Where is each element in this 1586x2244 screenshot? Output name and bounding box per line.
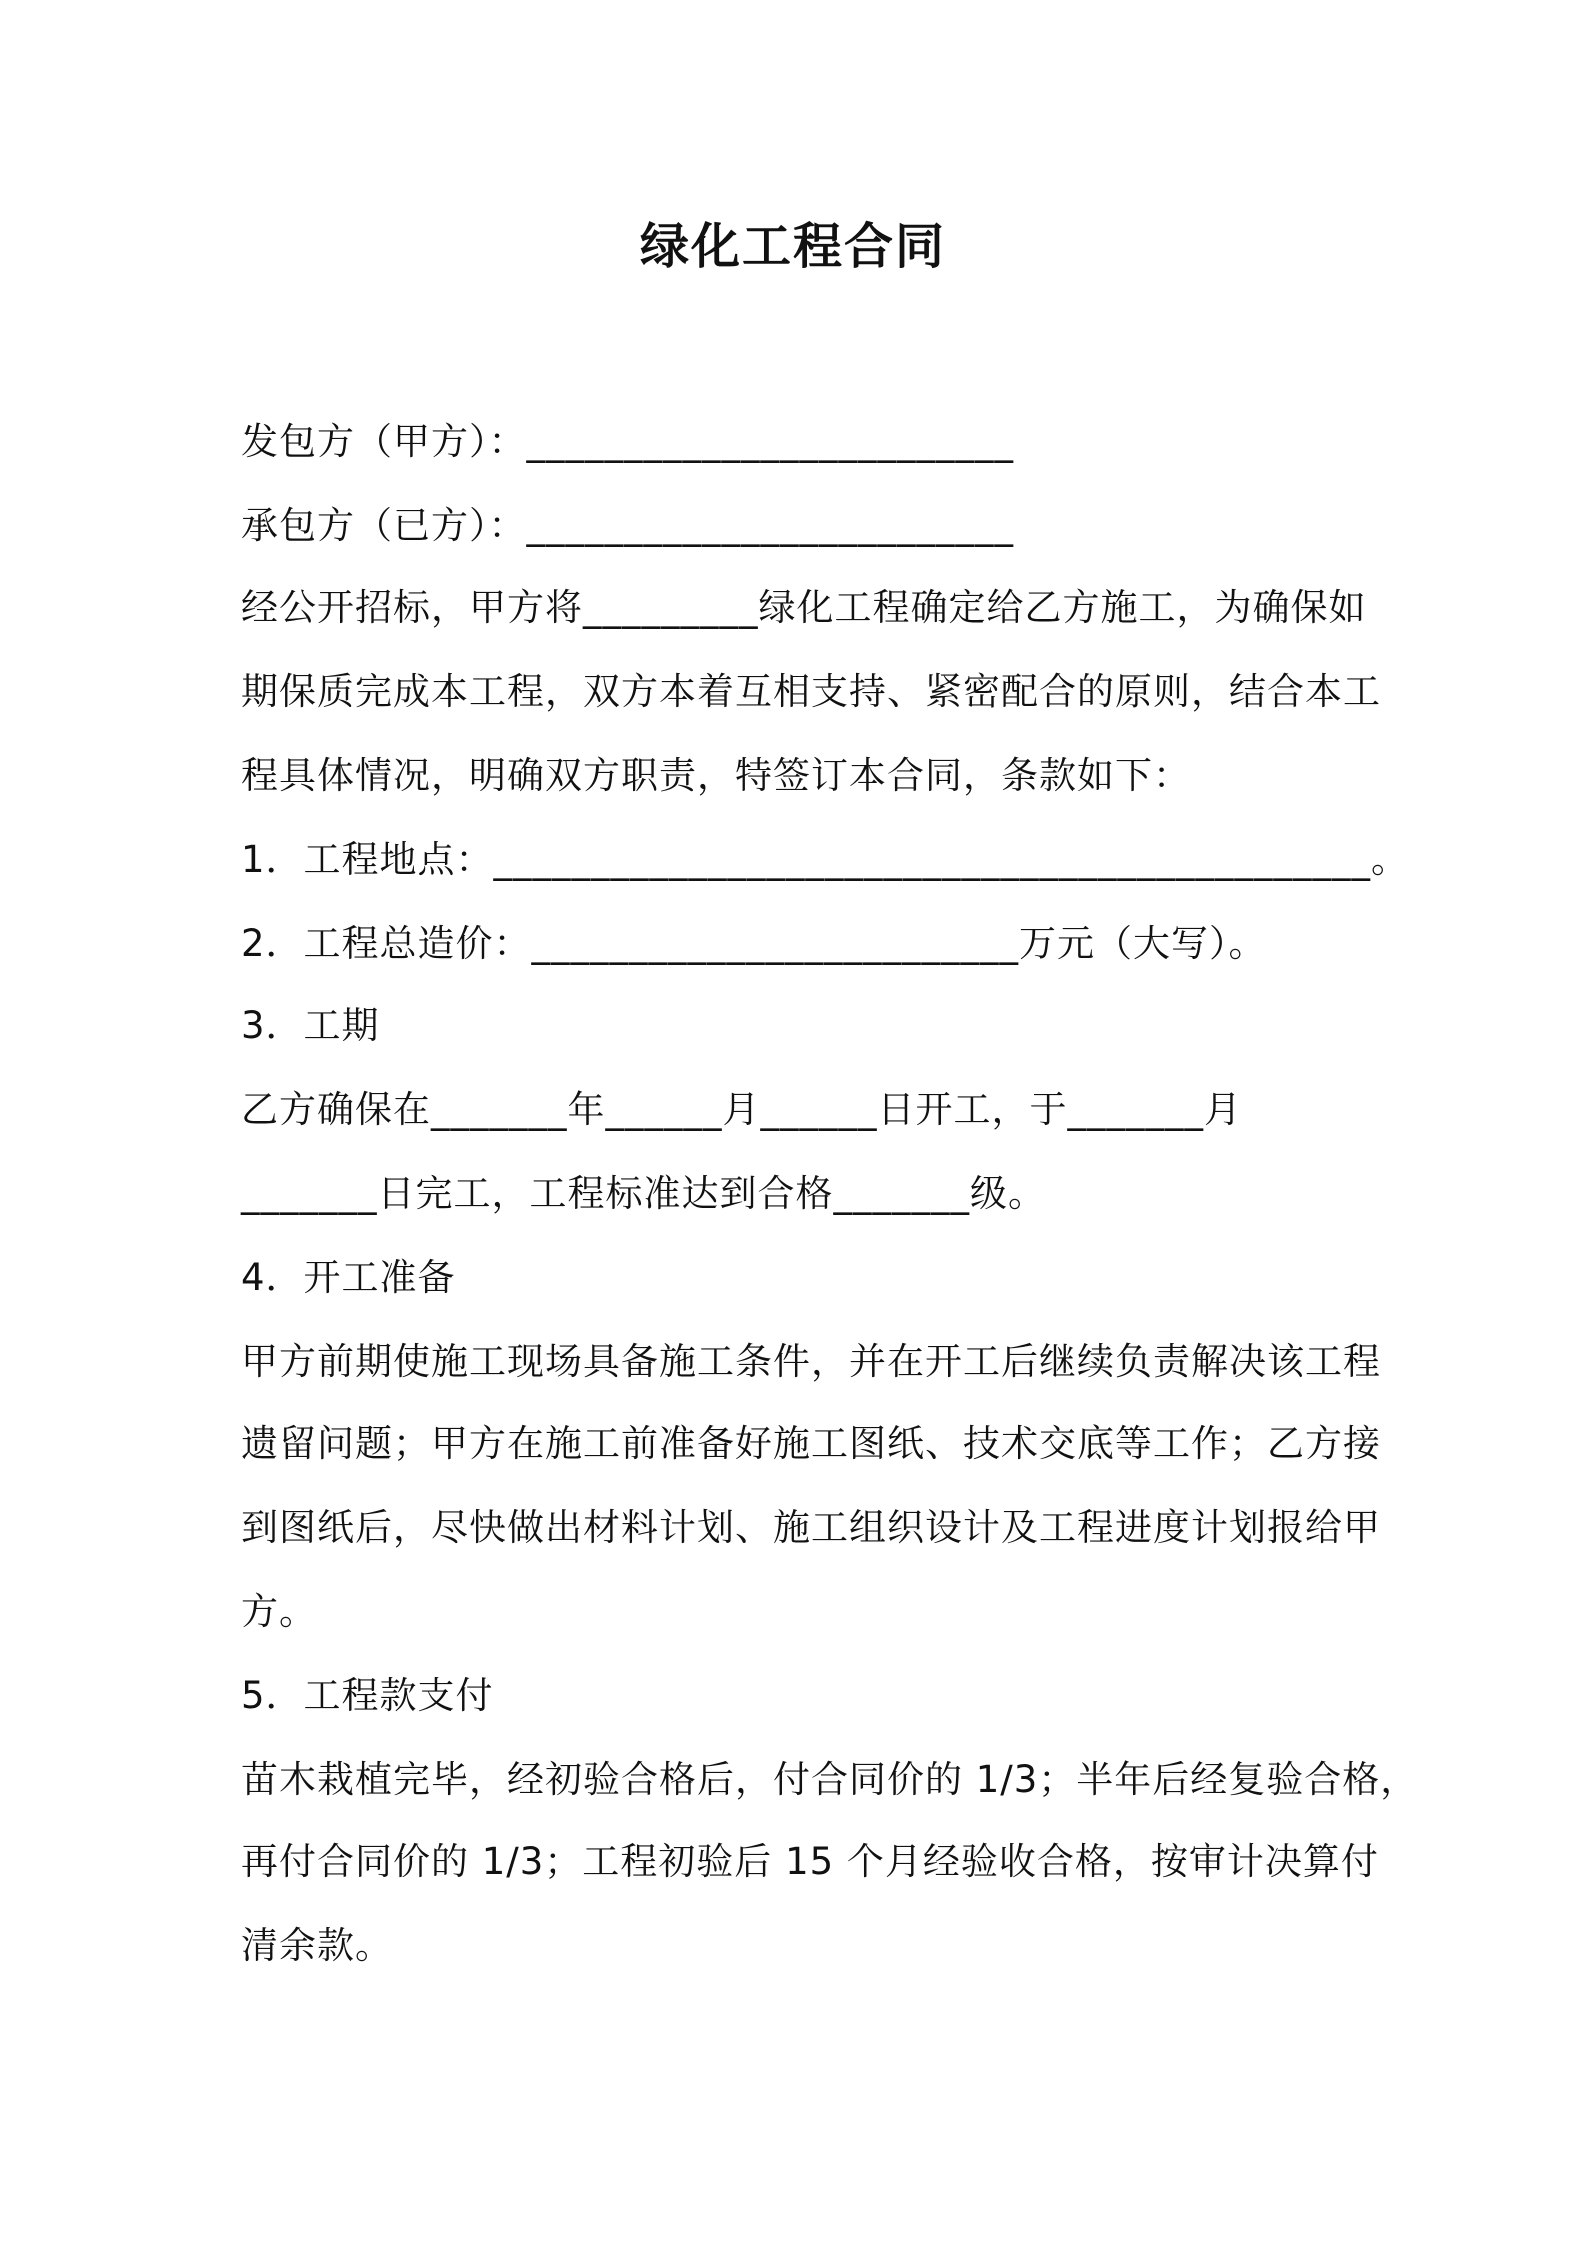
clause-total-cost: 2．工程总造价：_________________________万元（大写）。 <box>241 922 1267 965</box>
payment-text-line: 再付合同价的 1/3；工程初验后 15 个月经验收合格，按审计决算付 <box>241 1840 1379 1883</box>
schedule-text-line: 乙方确保在_______年______月______日开工，于_______月 <box>241 1088 1242 1131</box>
intro-paragraph-line: 期保质完成本工程，双方本着互相支持、紧密配合的原则，结合本工 <box>241 670 1381 713</box>
intro-paragraph-line: 程具体情况，明确双方职责，特签订本合同，条款如下： <box>241 754 1191 797</box>
clause-heading-payment: 5．工程款支付 <box>241 1674 494 1717</box>
preparation-text-line: 到图纸后，尽快做出材料计划、施工组织设计及工程进度计划报给甲 <box>241 1506 1381 1549</box>
schedule-text-line: _______日完工，工程标准达到合格_______级。 <box>241 1172 1046 1215</box>
clause-heading-preparation: 4．开工准备 <box>241 1256 456 1299</box>
party-b-line: 承包方（已方）：_________________________ <box>241 504 1014 547</box>
clause-heading-schedule: 3．工期 <box>241 1004 380 1047</box>
intro-paragraph-line: 经公开招标，甲方将_________绿化工程确定给乙方施工，为确保如 <box>241 586 1367 629</box>
preparation-text-line: 方。 <box>241 1590 317 1633</box>
preparation-text-line: 遗留问题；甲方在施工前准备好施工图纸、技术交底等工作；乙方接 <box>241 1422 1381 1465</box>
payment-text-line: 清余款。 <box>241 1924 393 1967</box>
document-title: 绿化工程合同 <box>639 218 946 275</box>
payment-text-line: 苗木栽植完毕，经初验合格后，付合同价的 1/3；半年后经复验合格， <box>241 1758 1419 1801</box>
preparation-text-line: 甲方前期使施工现场具备施工条件，并在开工后继续负责解决该工程 <box>241 1340 1381 1383</box>
clause-location: 1．工程地点：_____________________________________________。 <box>241 838 1410 881</box>
party-a-line: 发包方（甲方）：_________________________ <box>241 420 1014 463</box>
